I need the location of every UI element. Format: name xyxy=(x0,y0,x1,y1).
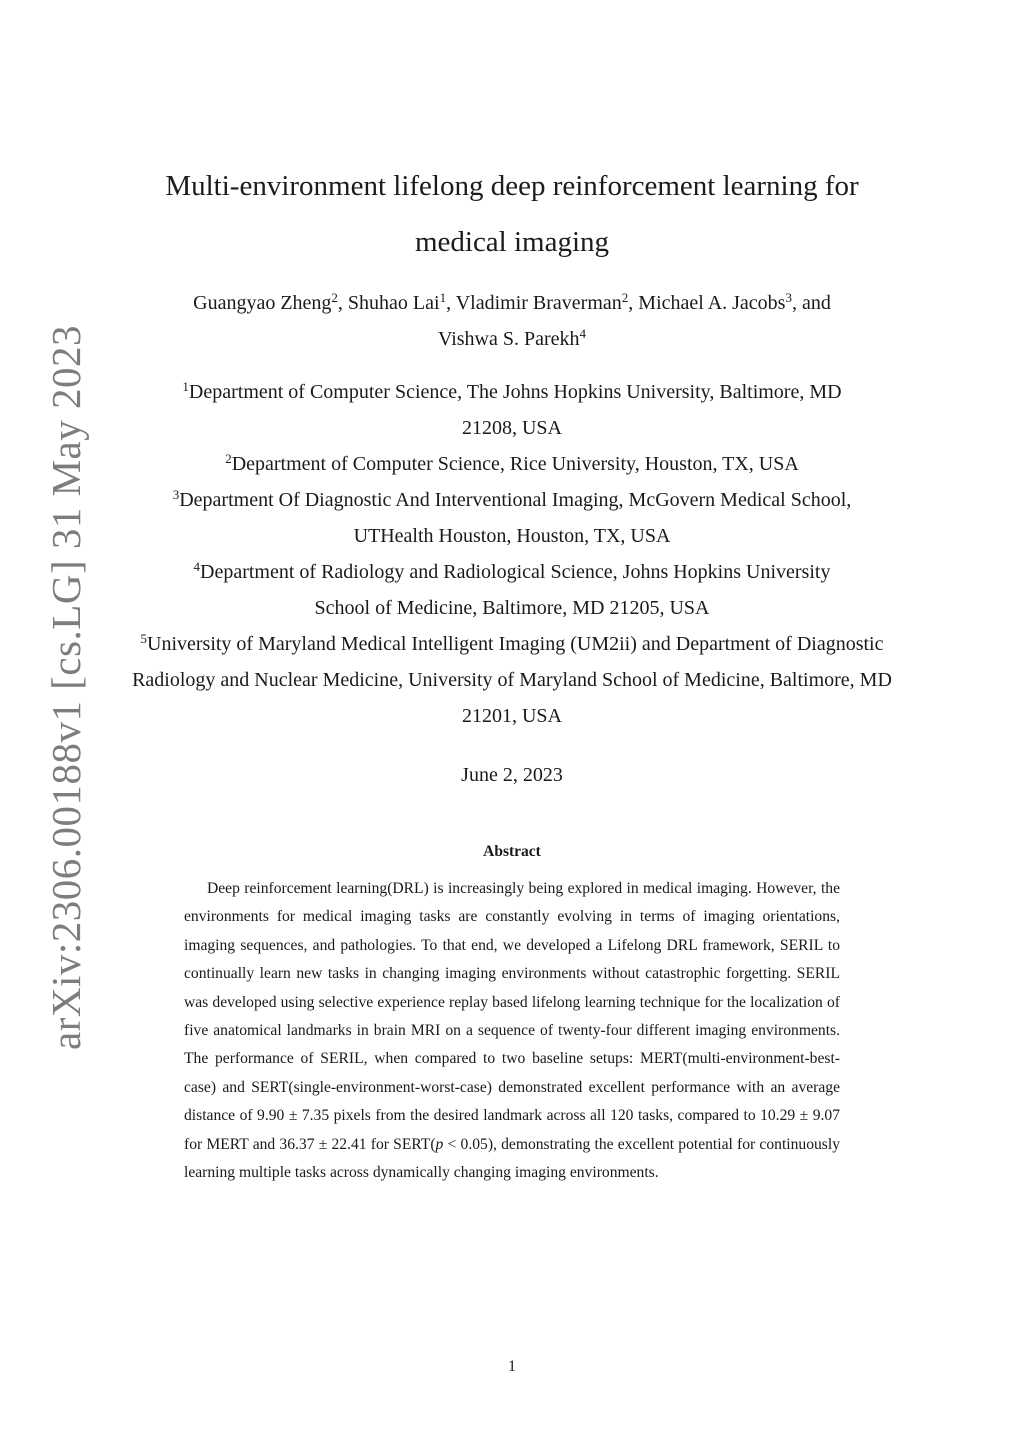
author-line-2 xyxy=(120,321,904,357)
affiliation-number: 4 xyxy=(193,559,201,574)
paper-title xyxy=(120,158,904,270)
title-line-2: medical imaging xyxy=(414,226,610,258)
abstract-body xyxy=(184,875,840,1187)
affiliation-text-continued: Diagnostic Radiology and Nuclear Medicine, University of Maryland School of Medicine, Baltimore, MD 21201, USA xyxy=(132,633,892,727)
affiliation-3-continued: UTHealth Houston, Houston, TX, USA xyxy=(353,525,671,547)
affiliation-5 xyxy=(120,626,904,734)
author-separator: , and xyxy=(791,292,831,314)
affiliation-4-continued: School of Medicine, Baltimore, MD 21205, USA xyxy=(314,597,710,619)
author-name: Michael A. Jacobs xyxy=(638,292,786,314)
affiliation-number: 3 xyxy=(172,487,180,502)
publication-date: June 2, 2023 xyxy=(461,764,563,786)
author-separator: , xyxy=(337,292,348,314)
author-line-1 xyxy=(120,285,904,321)
affiliation-1 xyxy=(120,374,904,410)
affiliation-text: University of Maryland Medical Intelligent Imaging (UM2ii) and Department of xyxy=(147,633,792,655)
affiliation-2 xyxy=(120,446,904,482)
author-list xyxy=(120,285,904,357)
affiliation-3 xyxy=(120,482,904,518)
page-number: 1 xyxy=(508,1358,516,1375)
author-affiliation-mark: 2 xyxy=(621,290,629,305)
arxiv-identifier-stamp: arXiv:2306.00188v1 [cs.LG] 31 May 2023 xyxy=(43,324,89,1050)
author-separator: , xyxy=(446,292,456,314)
abstract-text: Deep reinforcement learning(DRL) is increasingly being explored in medical imaging. However, the environments for medical imaging tasks are constantly evolving in terms of imaging orientations, imaging sequences, and pathologies. To that end, we developed a Lifelong DRL framework, SERIL to continually learn new tasks in changing imaging environments without catastrophic forgetting. SERIL was developed using selective experience replay based lifelong learning technique for the localization of five anatomical landmarks in brain MRI on a sequence of twenty-four different imaging environments. The performance of SERIL, when compared to two baseline setups: MERT(multi-environment-best-case) and SERT(single-environment-worst-case) demonstrated excellent performance with an average distance of 9.90 ± 7.35 pixels from the desired landmark across all 120 tasks, compared to 10.29 ± 9.07 for MERT and 36.37 ± 22.41 for SERT( xyxy=(184,880,840,1153)
p-value-symbol: p xyxy=(435,1135,444,1153)
affiliation-number: 5 xyxy=(140,631,147,646)
title-line-1: Multi-environment lifelong deep reinforcement learning for xyxy=(165,170,859,202)
affiliation-1-continued: 21208, USA xyxy=(461,417,562,439)
author-affiliation-mark: 2 xyxy=(331,290,338,305)
author-name: Vishwa S. Parekh xyxy=(437,328,580,350)
affiliation-text: Department of Computer Science, The Johns Hopkins University, Baltimore, MD xyxy=(188,381,842,403)
abstract-heading: Abstract xyxy=(483,843,541,860)
author-affiliation-mark: 3 xyxy=(785,290,792,305)
abstract-text-end: < 0.05), demonstrating the excellent potential for continuously learning multiple tasks across dynamically changing imaging environments. xyxy=(184,1135,840,1182)
author-affiliation-mark: 1 xyxy=(439,290,447,305)
affiliation-text: Department of Computer Science, Rice University, Houston, TX, USA xyxy=(231,453,799,475)
affiliation-number: 2 xyxy=(225,451,232,466)
affiliation-number: 1 xyxy=(182,379,189,394)
author-name: Vladimir Braverman xyxy=(455,292,622,314)
affiliation-text: Department Of Diagnostic And Interventional Imaging, McGovern Medical School, xyxy=(179,489,852,511)
affiliation-list xyxy=(120,374,904,734)
author-affiliation-mark: 4 xyxy=(579,326,587,341)
author-name: Guangyao Zheng xyxy=(193,292,332,314)
affiliation-text: Department of Radiology and Radiological Science, Johns Hopkins University xyxy=(200,561,831,583)
author-name: Shuhao Lai xyxy=(347,292,440,314)
author-separator: , xyxy=(628,292,639,314)
affiliation-4 xyxy=(120,554,904,590)
